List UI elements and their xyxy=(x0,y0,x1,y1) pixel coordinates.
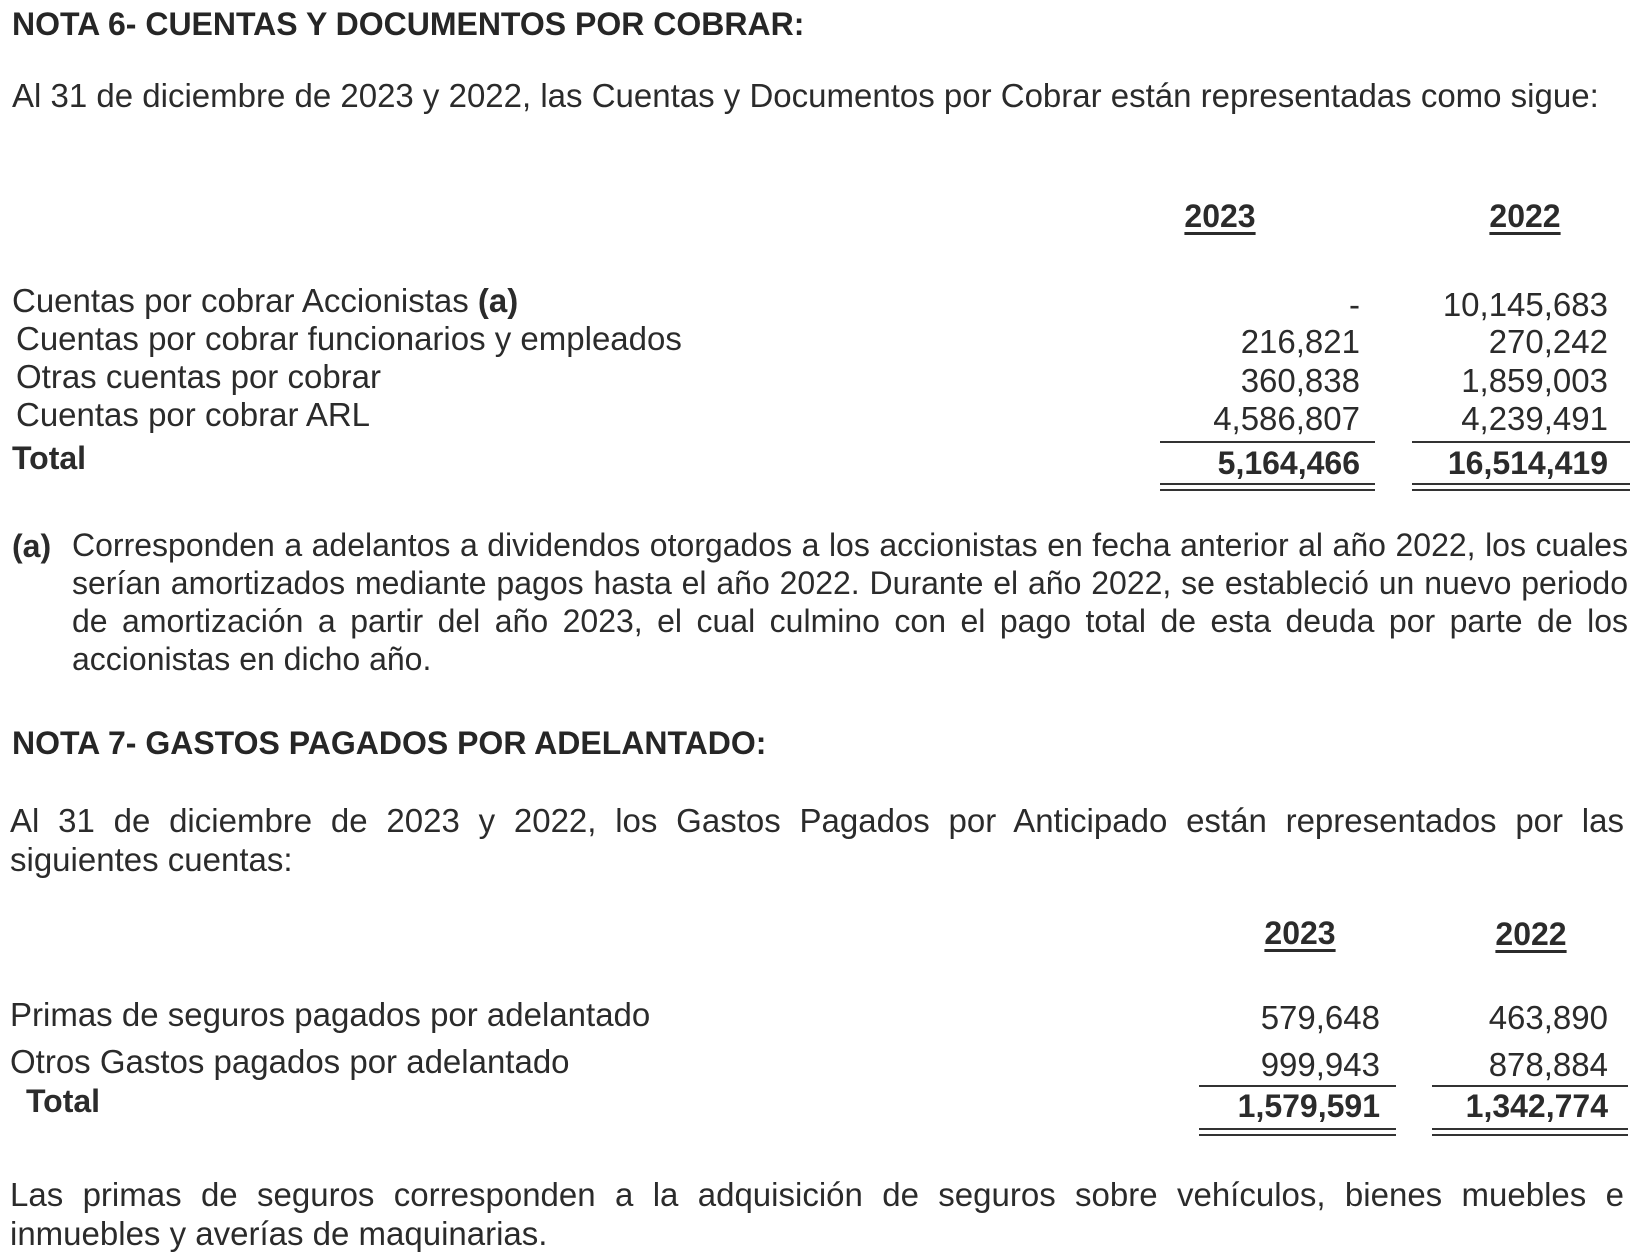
nota6-row-label: Cuentas por cobrar ARL xyxy=(16,396,371,433)
nota6-year-2022: 2022 xyxy=(1489,198,1561,234)
nota6-row-label xyxy=(12,282,518,320)
nota6-total-label: Total xyxy=(12,440,87,476)
total-double-rule xyxy=(1199,1134,1396,1136)
total-double-rule xyxy=(1412,489,1630,491)
nota6-total-2022: 16,514,419 xyxy=(1447,445,1608,481)
total-double-rule xyxy=(1199,1128,1396,1130)
subtotal-rule xyxy=(1412,441,1630,443)
total-double-rule xyxy=(1160,483,1375,485)
nota7-row-label: Otros Gastos pagados por adelantado xyxy=(10,1043,570,1080)
nota7-total-label: Total xyxy=(26,1083,101,1119)
nota7-row-value-2023: 579,648 xyxy=(1260,999,1380,1036)
nota6-row-value-2023: 216,821 xyxy=(1240,323,1360,360)
footnote-label: (a) xyxy=(12,528,52,564)
nota6-row-value-2023: 4,586,807 xyxy=(1213,400,1360,437)
nota7-year-2022: 2022 xyxy=(1495,916,1567,952)
nota7-row-label: Primas de seguros pagados por adelantado xyxy=(10,996,651,1033)
total-double-rule xyxy=(1432,1128,1628,1130)
nota6-row-value-2022: 4,239,491 xyxy=(1461,400,1608,437)
footnote-text: Corresponden a adelantos a dividendos otorgados a los accionistas en fecha anterior al año 2022, los cuales serían amortizados mediante pagos hasta el año 2022. Durante el año 2022, se estableció un nuevo periodo de amortización a partir del año 2023, el cual culmino con el pago total de esta deuda por parte de los accionistas en dicho año. xyxy=(72,527,1628,677)
nota6-intro: Al 31 de diciembre de 2023 y 2022, las Cuentas y Documentos por Cobrar están representadas como sigue: xyxy=(12,77,1599,114)
nota6-row-value-2022: 10,145,683 xyxy=(1442,286,1608,323)
nota7-row-value-2022: 878,884 xyxy=(1488,1046,1608,1083)
nota7-intro: Al 31 de diciembre de 2023 y 2022, los Gastos Pagados por Anticipado están representados por las siguientes cuentas: xyxy=(10,802,1624,878)
total-double-rule xyxy=(1432,1134,1628,1136)
total-double-rule xyxy=(1160,489,1375,491)
subtotal-rule xyxy=(1432,1085,1628,1087)
nota6-title: NOTA 6- CUENTAS Y DOCUMENTOS POR COBRAR: xyxy=(12,6,805,42)
nota7-year-2023: 2023 xyxy=(1264,915,1336,951)
nota6-total-2023: 5,164,466 xyxy=(1217,445,1360,481)
nota6-row-value-2023: - xyxy=(1349,286,1360,323)
nota7-total-2023: 1,579,591 xyxy=(1237,1088,1380,1124)
subtotal-rule xyxy=(1160,441,1375,443)
nota7-row-value-2022: 463,890 xyxy=(1488,999,1608,1036)
nota7-total-2022: 1,342,774 xyxy=(1465,1088,1608,1124)
nota7-row-value-2023: 999,943 xyxy=(1260,1046,1380,1083)
nota7-title: NOTA 7- GASTOS PAGADOS POR ADELANTADO: xyxy=(12,725,767,761)
nota6-row-label: Otras cuentas por cobrar xyxy=(16,358,381,395)
total-double-rule xyxy=(1412,483,1630,485)
nota6-row-value-2022: 1,859,003 xyxy=(1461,362,1608,399)
nota6-row-value-2022: 270,242 xyxy=(1488,323,1608,360)
subtotal-rule xyxy=(1199,1085,1396,1087)
nota7-closing: Las primas de seguros corresponden a la adquisición de seguros sobre vehículos, bienes muebles e inmuebles y averías de maquinarias. xyxy=(10,1176,1624,1252)
footnote-ref: (a) xyxy=(477,282,519,319)
nota6-row-value-2023: 360,838 xyxy=(1240,362,1360,399)
nota6-row-accionistas-label: Cuentas por cobrar Accionistas xyxy=(12,282,469,319)
nota6-year-2023: 2023 xyxy=(1184,198,1256,234)
nota6-row-label: Cuentas por cobrar funcionarios y empleados xyxy=(16,320,682,357)
